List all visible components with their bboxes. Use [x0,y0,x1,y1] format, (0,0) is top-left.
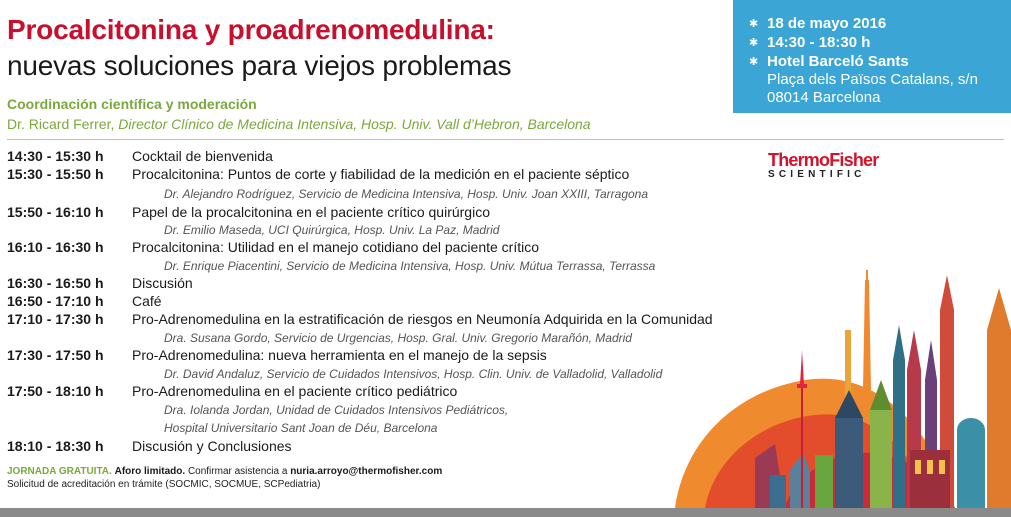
free-event-label: JORNADA GRATUITA. [7,466,112,477]
event-info-box [733,0,1011,113]
contact-email-link[interactable]: nuria.arroyo@thermofisher.com [290,466,443,477]
coordinator-name: Dr. Ricard Ferrer, [7,116,115,132]
divider [7,139,1004,140]
event-address-line1: Plaça dels Països Catalans, s/n [767,71,978,88]
session-time: 14:30 - 15:30 h [7,148,104,164]
session-title: Papel de la procalcitonina en el paciente crítico quirúrgico [132,204,490,220]
coordination-heading: Coordinación científica y moderación [7,96,257,112]
session-time: 17:50 - 18:10 h [7,383,104,399]
event-address-line2: 08014 Barcelona [767,89,881,106]
asterisk-icon: ✱ [749,18,759,30]
session-title: Pro-Adrenomedulina en el paciente crítico pediátrico [132,383,458,399]
session-time: 17:10 - 17:30 h [7,311,104,327]
event-date: 18 de mayo 2016 [767,15,887,32]
speaker-line: Dra. Iolanda Jordan, Unidad de Cuidados Intensivos Pediátricos, [164,403,509,417]
bottom-bar [0,508,1011,517]
event-venue: Hotel Barceló Sants [767,53,909,70]
asterisk-icon: ✱ [749,56,759,68]
session-time: 15:30 - 15:50 h [7,166,104,182]
asterisk-icon: ✱ [749,37,759,49]
session-time: 16:10 - 16:30 h [7,239,104,255]
logo-subtitle: SCIENTIFIC [768,169,866,180]
session-title: Café [132,293,162,309]
session-title: Discusión [132,275,193,291]
session-title: Pro-Adrenomedulina: nueva herramienta en el manejo de la sepsis [132,347,547,363]
speaker-line: Dr. Alejandro Rodríguez, Servicio de Medicina Intensiva, Hosp. Univ. Joan XXIII, Tarragona [164,187,649,201]
speaker-line: Dr. Emilio Maseda, UCI Quirúrgica, Hosp. Univ. La Paz, Madrid [164,223,500,237]
coordinator-role: Director Clínico de Medicina Intensiva, Hosp. Univ. Vall d’Hebron, Barcelona [118,116,591,132]
logo-wordmark: ThermoFisher [768,150,879,170]
session-title: Procalcitonina: Utilidad en el manejo cotidiano del paciente crítico [132,239,540,255]
registration-note [7,466,442,477]
confirm-text: Confirmar asistencia a [187,466,288,477]
thermofisher-logo [768,150,878,180]
page-subtitle: nuevas soluciones para viejos problemas [7,50,512,81]
session-time: 18:10 - 18:30 h [7,438,104,454]
limited-capacity-label: Aforo limitado. [114,466,186,477]
session-time: 16:50 - 17:10 h [7,293,104,309]
session-title: Pro-Adrenomedulina en la estratificación de riesgos en Neumonía Adquirida en la Comunidad [132,311,713,327]
session-time: 17:30 - 17:50 h [7,347,104,363]
session-time: 16:30 - 16:50 h [7,275,104,291]
speaker-line: Dra. Susana Gordo, Servicio de Urgencias, Hosp. Gral. Univ. Gregorio Marañón, Madrid [164,331,632,345]
speaker-line: Dr. David Andaluz, Servicio de Cuidados Intensivos, Hosp. Clin. Univ. de Valladolid, Valladolid [164,367,663,381]
coordination-line [7,116,591,132]
session-title: Procalcitonina: Puntos de corte y fiabilidad de la medición en el paciente séptico [132,166,630,182]
city-skyline-illustration [675,270,1011,508]
speaker-line: Hospital Universitario Sant Joan de Déu, Barcelona [164,421,438,435]
event-time: 14:30 - 18:30 h [767,34,871,51]
session-title: Cocktail de bienvenida [132,148,273,164]
accreditation-note: Solicitud de acreditación en trámite (SOCMIC, SOCMUE, SCPediatria) [7,479,321,490]
session-time: 15:50 - 16:10 h [7,204,104,220]
page-title: Procalcitonina y proadrenomedulina: [7,14,495,45]
session-title: Discusión y Conclusiones [132,438,292,454]
speaker-line: Dr. Enrique Piacentini, Servicio de Medicina Intensiva, Hosp. Univ. Mútua Terrassa, Terrassa [164,259,656,273]
